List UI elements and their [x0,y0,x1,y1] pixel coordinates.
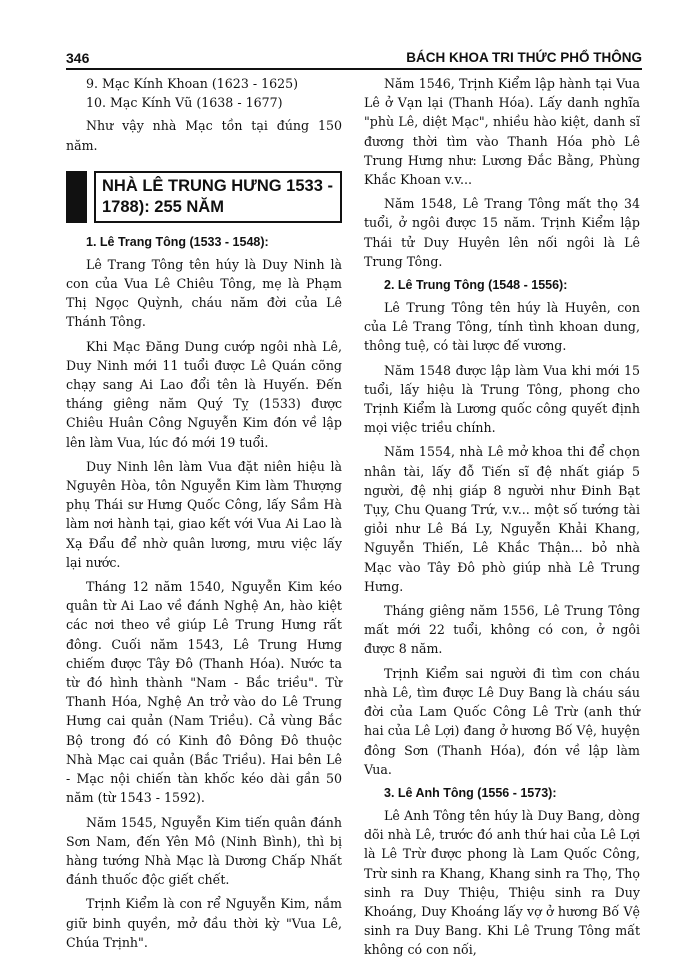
right-column [364,74,640,965]
paragraph: Lê Anh Tông tên húy là Duy Bang, dòng dõi nhà Lê, trước đó anh thứ hai của Lê Lợi là Lê Trừ được phong là Lam Quốc Công, Trừ sinh ra Khang, Khang sinh ra Thọ, Thọ sinh ra Duy Thiệu, Thiệu sinh ra Duy Khoáng, Duy Khoáng lấy vợ ở hương Bố Vệ sinh ra Duy Bang. Khi Lê Trung Tông mất không có con nối, [364,807,640,958]
paragraph: Năm 1548, Lê Trang Tông mất thọ 34 tuổi, ở ngôi được 15 năm. Trịnh Kiểm lập Thái tử Duy Huyên lên nối ngôi là Lê Trung Tông. [364,196,640,269]
header-rule [66,68,642,70]
paragraph: Duy Ninh lên làm Vua đặt niên hiệu là Nguyên Hòa, tôn Nguyễn Kim làm Thượng phụ Thái sư Hưng Quốc Công, lấy Sầm Hà làm nơi hành tại, giao kết với Vua Ai Lao là Xạ Đẩu để nhờ quân lương, mưu việc lấy lại nước. [66,458,342,570]
heading-le-trung-tong: 2. Lê Trung Tông (1548 - 1556): [384,278,568,293]
paragraph: Lê Trang Tông tên húy là Duy Ninh là con của Vua Lê Chiêu Tông, mẹ là Phạm Thị Ngọc Quỳnh, cháu năm đời của Lê Thánh Tông. [66,256,342,330]
paragraph: Tháng giêng năm 1556, Lê Trung Tông mất mới 22 tuổi, không có con, ở ngôi được 8 năm. [364,603,640,657]
intro-paragraph: Như vậy nhà Mạc tồn tại đúng 150 năm. [66,118,342,153]
paragraph: Năm 1545, Nguyễn Kim tiến quân đánh Sơn Nam, đến Yên Mô (Ninh Bình), thì bị hàng tướng Nhà Mạc là Dương Chấp Nhất đánh thuốc độc giết chết. [66,814,342,888]
paragraph: Khi Mạc Đăng Dung cướp ngôi nhà Lê, Duy Ninh mới 11 tuổi được Lê Quán cõng chạy sang Ai Lao đổi tên là Huyến. Đến tháng giêng năm Quý Tỵ (1533) được Chiêu Huân Công Nguyễn Kim đón về lập lên làm Vua, lúc đó mới 19 tuổi. [66,338,342,450]
paragraph: Năm 1554, nhà Lê mở khoa thi để chọn nhân tài, lấy đỗ Tiến sĩ đệ nhất giáp 5 người, đệ nhị giáp 8 người như Đinh Bạt Tụy, Chu Quang Trứ, v.v... một số tướng tài giỏi như Lê Bá Ly, Nguyễn Khải Khang, Nguyễn Thiến, Lê Khắc Thận... bỏ nhà Mạc vào Tây Đô phò giúp nhà Lê Trung Hưng. [364,444,640,594]
left-column [66,74,342,957]
paragraph: Lê Trung Tông tên húy là Huyên, con của Lê Trang Tông, tính tình khoan dung, thông tuệ, có tài lược đế vương. [364,300,640,354]
heading-le-anh-tong: 3. Lê Anh Tông (1556 - 1573): [384,785,557,800]
section-title-box [94,171,342,223]
page-number: 346 [66,50,90,66]
page-header [66,48,642,70]
paragraph: Tháng 12 năm 1540, Nguyễn Kim kéo quân từ Ai Lao về đánh Nghệ An, hào kiệt các nơi theo về giúp Lê Trung Hưng rất đông. Cuối năm 1543, Lê Trung Hưng chiếm được Tây Đô (Thanh Hóa). Nước ta từ đó hình thành "Nam - Bắc triều". Từ Thanh Hóa, Nghệ An trở vào do Lê Trung Hưng cai quản (Nam Triều). Cả vùng Bắc Bộ trong đó có Kinh đô Đông Đô thuộc Nhà Mạc cai quản (Bắc Triều). Hai bên Lê - Mạc nội chiến tàn khốc kéo dài gần 50 năm (từ 1543 - 1592). [66,579,342,806]
section-title: NHÀ LÊ TRUNG HƯNG 1533 - 1788): 255 NĂM [102,176,333,216]
list-item: 9. Mạc Kính Khoan (1623 - 1625) [86,76,299,91]
paragraph: Trịnh Kiểm sai người đi tìm con cháu nhà Lê, tìm được Lê Duy Bang là cháu sáu đời của Lam Quốc Công Lê Trừ (anh thứ hai của Lê Lợi) đang ở hương Bố Vệ, huyện đông Sơn (Thanh Hóa), đón về lập làm Vua. [364,665,640,777]
book-title: BÁCH KHOA TRI THỨC PHỔ THÔNG [406,50,642,65]
paragraph: Trịnh Kiểm là con rể Nguyễn Kim, nắm giữ binh quyền, mở đầu thời kỳ "Vua Lê, Chúa Trịnh". [66,896,342,950]
paragraph: Năm 1548 được lập làm Vua khi mới 15 tuổi, lấy hiệu là Trung Tông, phong cho Trịnh Kiểm là Lương quốc công quyết định mọi việc triều chính. [364,362,640,436]
section-heading [66,171,342,223]
section-marker [66,171,87,223]
paragraph: Năm 1546, Trịnh Kiểm lập hành tại Vua Lê ở Vạn lại (Thanh Hóa). Lấy danh nghĩa "phù Lê, diệt Mạc", nhiều hào kiệt, danh sĩ đương thời tìm vào Thanh Hóa phò Lê Trung Hưng như: Lương Đắc Bằng, Phùng Khắc Khoan v.v... [364,76,640,188]
list-item: 10. Mạc Kính Vũ (1638 - 1677) [86,95,283,111]
heading-le-trang-tong: 1. Lê Trang Tông (1533 - 1548): [86,234,269,249]
